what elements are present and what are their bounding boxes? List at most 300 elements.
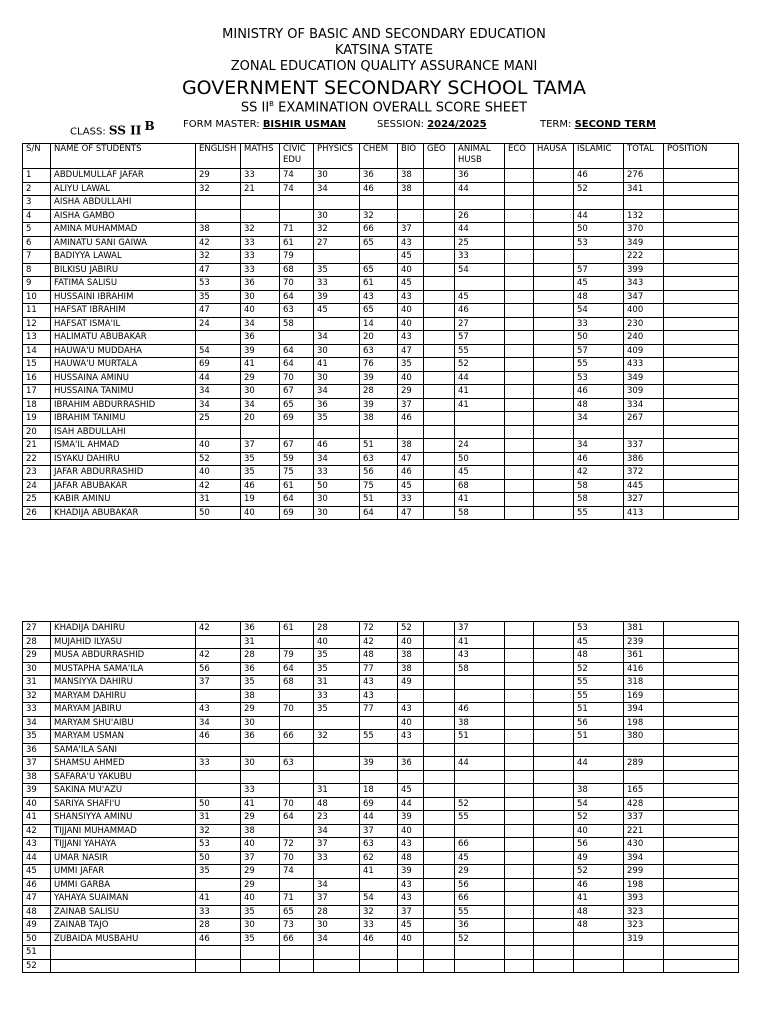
table-row (23, 304, 739, 318)
table-cell (574, 250, 624, 264)
table-cell: 30 (241, 290, 280, 304)
table-cell (455, 946, 505, 960)
table-row (23, 331, 739, 345)
table-cell: 239 (624, 635, 664, 649)
table-cell (424, 466, 455, 480)
table-cell (360, 743, 398, 757)
table-cell (505, 838, 534, 852)
table-cell (664, 892, 739, 906)
term-label: TERM: (540, 119, 575, 130)
table-cell: 53 (196, 838, 241, 852)
table-cell (196, 635, 241, 649)
table-cell: 32 (314, 223, 360, 237)
table-cell (196, 784, 241, 798)
table-cell (505, 892, 534, 906)
table-cell: KHADIJA DAHIRU (51, 622, 196, 636)
table-cell: 33 (23, 703, 51, 717)
table-cell: 27 (314, 236, 360, 250)
table-cell: 334 (624, 398, 664, 412)
table-cell: 54 (455, 263, 505, 277)
table-cell: MANSIYYA DAHIRU (51, 676, 196, 690)
table-cell: 42 (360, 635, 398, 649)
table-cell (534, 946, 574, 960)
table-cell (534, 398, 574, 412)
table-cell (664, 946, 739, 960)
table-cell (664, 358, 739, 372)
table-cell: 35 (241, 905, 280, 919)
table-cell (424, 757, 455, 771)
table-cell: MUSTAPHA SAMA'ILA (51, 662, 196, 676)
table-cell (534, 466, 574, 480)
table-cell: 74 (280, 865, 314, 879)
table-cell: 70 (280, 277, 314, 291)
table-cell (574, 959, 624, 973)
table-cell: 34 (314, 878, 360, 892)
table-cell: UMAR NASIR (51, 851, 196, 865)
table-cell: 40 (398, 304, 424, 318)
table-cell: 58 (455, 506, 505, 520)
table-cell: 56 (574, 716, 624, 730)
table-cell: 38 (241, 689, 280, 703)
table-cell: 48 (314, 797, 360, 811)
table-row (23, 412, 739, 426)
table-cell (424, 196, 455, 210)
table-cell: HUSSAINA TANIMU (51, 385, 196, 399)
table-cell (505, 371, 534, 385)
table-cell: 31 (23, 676, 51, 690)
table-cell: KHADIJA ABUBAKAR (51, 506, 196, 520)
table-cell: 20 (360, 331, 398, 345)
table-cell (424, 838, 455, 852)
table-cell: 386 (624, 452, 664, 466)
table-cell: 24 (455, 439, 505, 453)
table-cell: 45 (314, 304, 360, 318)
table-cell (424, 703, 455, 717)
table-cell (505, 196, 534, 210)
table-row (23, 716, 739, 730)
table-cell: 14 (23, 344, 51, 358)
table-cell (664, 743, 739, 757)
table-cell (664, 304, 739, 318)
table-cell: 38 (360, 412, 398, 426)
table-cell: HAUWA'U MUDDAHA (51, 344, 196, 358)
table-cell (664, 865, 739, 879)
table-cell: 74 (280, 182, 314, 196)
table-cell: 24 (23, 479, 51, 493)
table-cell (534, 196, 574, 210)
table-cell: 58 (574, 493, 624, 507)
table-cell (664, 797, 739, 811)
table-cell: 380 (624, 730, 664, 744)
table-cell (534, 811, 574, 825)
table-cell: 43 (398, 703, 424, 717)
table-cell: 73 (280, 919, 314, 933)
table-cell: 28 (23, 635, 51, 649)
table-row (23, 290, 739, 304)
table-cell (505, 919, 534, 933)
table-cell (534, 649, 574, 663)
table-cell (424, 412, 455, 426)
table-cell (505, 676, 534, 690)
column-header: ANIMAL HUSB (455, 144, 505, 169)
table-cell: 11 (23, 304, 51, 318)
table-cell (534, 635, 574, 649)
table-cell: 2 (23, 182, 51, 196)
table-cell (574, 196, 624, 210)
table-row (23, 662, 739, 676)
table-cell: 52 (574, 811, 624, 825)
table-cell (314, 770, 360, 784)
table-cell: 36 (241, 622, 280, 636)
table-cell: 43 (398, 892, 424, 906)
class-value: SS II (108, 123, 142, 138)
table-cell (424, 439, 455, 453)
table-cell (664, 290, 739, 304)
table-cell (664, 824, 739, 838)
form-master-field (183, 119, 346, 130)
table-cell: 52 (23, 959, 51, 973)
table-cell: 35 (196, 865, 241, 879)
table-cell: 36 (23, 743, 51, 757)
table-cell (280, 959, 314, 973)
table-cell: 57 (455, 331, 505, 345)
table-cell: 51 (455, 730, 505, 744)
table-cell: 349 (624, 236, 664, 250)
table-cell (424, 905, 455, 919)
table-cell (534, 304, 574, 318)
table-cell (398, 743, 424, 757)
table-cell: 44 (23, 851, 51, 865)
table-cell: 165 (624, 784, 664, 798)
table-cell: 240 (624, 331, 664, 345)
table-cell: 39 (360, 371, 398, 385)
ministry-title: MINISTRY OF BASIC AND SECONDARY EDUCATION (222, 27, 546, 42)
table-cell: 46 (574, 452, 624, 466)
table-cell: 65 (360, 304, 398, 318)
table-cell (505, 689, 534, 703)
table-cell: 33 (241, 169, 280, 183)
table-cell (664, 493, 739, 507)
table-cell (196, 331, 241, 345)
table-cell: 337 (624, 811, 664, 825)
table-cell: 347 (624, 290, 664, 304)
table-cell: 42 (196, 649, 241, 663)
table-cell (398, 946, 424, 960)
table-cell: 47 (196, 263, 241, 277)
table-cell: 38 (398, 649, 424, 663)
table-cell: 34 (314, 182, 360, 196)
table-row (23, 635, 739, 649)
table-cell (624, 959, 664, 973)
column-header: GEO (424, 144, 455, 169)
table-cell: 79 (280, 250, 314, 264)
table-cell: 45 (455, 290, 505, 304)
table-cell: 34 (314, 932, 360, 946)
table-cell (534, 851, 574, 865)
table-cell (505, 770, 534, 784)
sheet-title (0, 100, 768, 115)
table-cell (534, 905, 574, 919)
table-cell (534, 784, 574, 798)
table-cell: ZAINAB TAJO (51, 919, 196, 933)
table-cell: 221 (624, 824, 664, 838)
table-cell (664, 479, 739, 493)
table-row (23, 398, 739, 412)
table-cell: 36 (241, 277, 280, 291)
table-cell: 30 (241, 757, 280, 771)
table-cell (424, 304, 455, 318)
table-cell: 45 (398, 784, 424, 798)
table-cell (424, 277, 455, 291)
table-cell (664, 703, 739, 717)
column-header: S/N (23, 144, 51, 169)
table-cell: 29 (241, 811, 280, 825)
table-cell: 55 (574, 506, 624, 520)
table-cell: 50 (196, 506, 241, 520)
table-cell: AISHA GAMBO (51, 209, 196, 223)
table-cell: 39 (360, 398, 398, 412)
table-cell (664, 919, 739, 933)
table-cell (505, 635, 534, 649)
table-cell (534, 331, 574, 345)
table-cell: 29 (241, 865, 280, 879)
table-cell (398, 196, 424, 210)
column-header: CIVIC EDU (280, 144, 314, 169)
table-cell: 337 (624, 439, 664, 453)
table-cell (424, 236, 455, 250)
table-cell: 40 (398, 371, 424, 385)
table-cell: 45 (398, 919, 424, 933)
table-cell: 341 (624, 182, 664, 196)
table-cell: 29 (196, 169, 241, 183)
table-cell: 40 (398, 824, 424, 838)
table-cell (280, 716, 314, 730)
table-row (23, 169, 739, 183)
table-cell (455, 959, 505, 973)
table-cell (455, 824, 505, 838)
table-cell (664, 635, 739, 649)
table-cell (505, 331, 534, 345)
table-cell: 38 (196, 223, 241, 237)
table-cell (505, 358, 534, 372)
table-cell (424, 932, 455, 946)
table-cell: 41 (360, 865, 398, 879)
table-cell: 42 (23, 824, 51, 838)
table-cell: 12 (23, 317, 51, 331)
table-row (23, 959, 739, 973)
table-cell (664, 662, 739, 676)
table-cell: HUSSAINI IBRAHIM (51, 290, 196, 304)
table-cell (534, 622, 574, 636)
table-cell (664, 250, 739, 264)
table-cell (505, 865, 534, 879)
table-cell (664, 385, 739, 399)
table-cell (505, 743, 534, 757)
column-header: BIO (398, 144, 424, 169)
table-cell: 46 (398, 466, 424, 480)
table-cell: JAFAR ABDURRASHID (51, 466, 196, 480)
table-cell: 61 (360, 277, 398, 291)
table-cell (455, 425, 505, 439)
table-cell (424, 784, 455, 798)
table-cell (505, 452, 534, 466)
table-row (23, 452, 739, 466)
table-cell: 25 (196, 412, 241, 426)
table-cell (534, 676, 574, 690)
table-cell: 76 (360, 358, 398, 372)
table-cell (424, 946, 455, 960)
table-cell (314, 317, 360, 331)
table-cell: 52 (398, 622, 424, 636)
table-cell (196, 770, 241, 784)
table-cell: 20 (241, 412, 280, 426)
table-cell (534, 757, 574, 771)
table-row (23, 784, 739, 798)
table-cell (314, 250, 360, 264)
table-cell: 52 (574, 182, 624, 196)
table-cell: 35 (314, 649, 360, 663)
table-cell: 319 (624, 932, 664, 946)
table-cell: 35 (314, 703, 360, 717)
table-cell: 29 (23, 649, 51, 663)
table-cell: 33 (241, 784, 280, 798)
state-title: KATSINA STATE (334, 43, 434, 58)
column-header: ECO (505, 144, 534, 169)
table-cell: 40 (574, 824, 624, 838)
table-cell: 37 (314, 892, 360, 906)
table-row (23, 851, 739, 865)
table-cell: 70 (280, 371, 314, 385)
table-cell (505, 277, 534, 291)
table-cell: 38 (398, 439, 424, 453)
table-cell: 34 (314, 824, 360, 838)
table-cell (398, 770, 424, 784)
table-cell (455, 196, 505, 210)
score-table-part-2 (22, 621, 739, 973)
table-cell: 29 (398, 385, 424, 399)
table-cell: 52 (455, 797, 505, 811)
table-cell: 28 (314, 905, 360, 919)
table-cell (534, 182, 574, 196)
table-cell (280, 946, 314, 960)
table-cell: 64 (280, 344, 314, 358)
table-cell: 230 (624, 317, 664, 331)
table-cell (314, 425, 360, 439)
table-cell: 35 (314, 412, 360, 426)
table-cell: 32 (196, 182, 241, 196)
table-cell: 51 (360, 493, 398, 507)
table-cell (534, 703, 574, 717)
table-cell: 47 (398, 506, 424, 520)
table-cell (280, 196, 314, 210)
table-cell: 34 (574, 439, 624, 453)
table-cell: 28 (241, 649, 280, 663)
table-cell: 43 (398, 878, 424, 892)
table-cell: 36 (241, 730, 280, 744)
column-header: CHEM (360, 144, 398, 169)
table-cell (505, 263, 534, 277)
table-cell: 31 (196, 493, 241, 507)
table-cell: 6 (23, 236, 51, 250)
table-cell (196, 196, 241, 210)
table-cell (51, 959, 196, 973)
table-row (23, 250, 739, 264)
table-cell (664, 331, 739, 345)
table-cell (534, 932, 574, 946)
table-cell: 41 (241, 358, 280, 372)
table-cell: ZAINAB SALISU (51, 905, 196, 919)
table-cell: 25 (455, 236, 505, 250)
column-header: NAME OF STUDENTS (51, 144, 196, 169)
table-cell (505, 649, 534, 663)
table-cell: 46 (574, 385, 624, 399)
table-cell: IBRAHIM ABDURRASHID (51, 398, 196, 412)
table-body-part-1 (23, 169, 739, 520)
table-cell: 53 (196, 277, 241, 291)
table-cell (360, 878, 398, 892)
table-cell: 77 (360, 662, 398, 676)
table-cell (398, 425, 424, 439)
table-cell: 66 (360, 223, 398, 237)
table-row (23, 649, 739, 663)
table-cell: 323 (624, 919, 664, 933)
table-cell: 37 (241, 851, 280, 865)
table-row (23, 757, 739, 771)
table-cell: 48 (574, 905, 624, 919)
table-cell: 370 (624, 223, 664, 237)
table-cell (505, 398, 534, 412)
table-cell: MUSA ABDURRASHID (51, 649, 196, 663)
table-cell: 39 (314, 290, 360, 304)
sheet-title-text: EXAMINATION OVERALL SCORE SHEET (273, 100, 528, 116)
table-cell (534, 317, 574, 331)
table-cell: 35 (314, 263, 360, 277)
table-cell: 327 (624, 493, 664, 507)
table-cell: 35 (241, 452, 280, 466)
table-cell: 289 (624, 757, 664, 771)
table-cell: 68 (280, 676, 314, 690)
table-cell (505, 851, 534, 865)
table-cell: 45 (23, 865, 51, 879)
table-cell (664, 730, 739, 744)
table-cell (505, 824, 534, 838)
table-row (23, 277, 739, 291)
table-cell: 40 (196, 439, 241, 453)
table-cell (505, 304, 534, 318)
table-cell: 64 (360, 506, 398, 520)
session-label: SESSION: (377, 119, 428, 130)
table-cell (424, 263, 455, 277)
table-cell (424, 506, 455, 520)
table-cell: 36 (360, 169, 398, 183)
table-row (23, 223, 739, 237)
table-cell: AMINA MUHAMMAD (51, 223, 196, 237)
table-cell: UMMI JAFAR (51, 865, 196, 879)
table-cell (505, 169, 534, 183)
table-cell: 30 (314, 493, 360, 507)
table-cell: 64 (280, 493, 314, 507)
table-cell: 50 (196, 851, 241, 865)
table-cell: 51 (23, 946, 51, 960)
table-cell: 9 (23, 277, 51, 291)
table-cell: 41 (241, 797, 280, 811)
table-cell: 49 (23, 919, 51, 933)
table-cell: 34 (196, 385, 241, 399)
score-table-part-1 (22, 143, 739, 520)
table-row (23, 344, 739, 358)
table-cell: 67 (280, 385, 314, 399)
table-cell: 19 (23, 412, 51, 426)
